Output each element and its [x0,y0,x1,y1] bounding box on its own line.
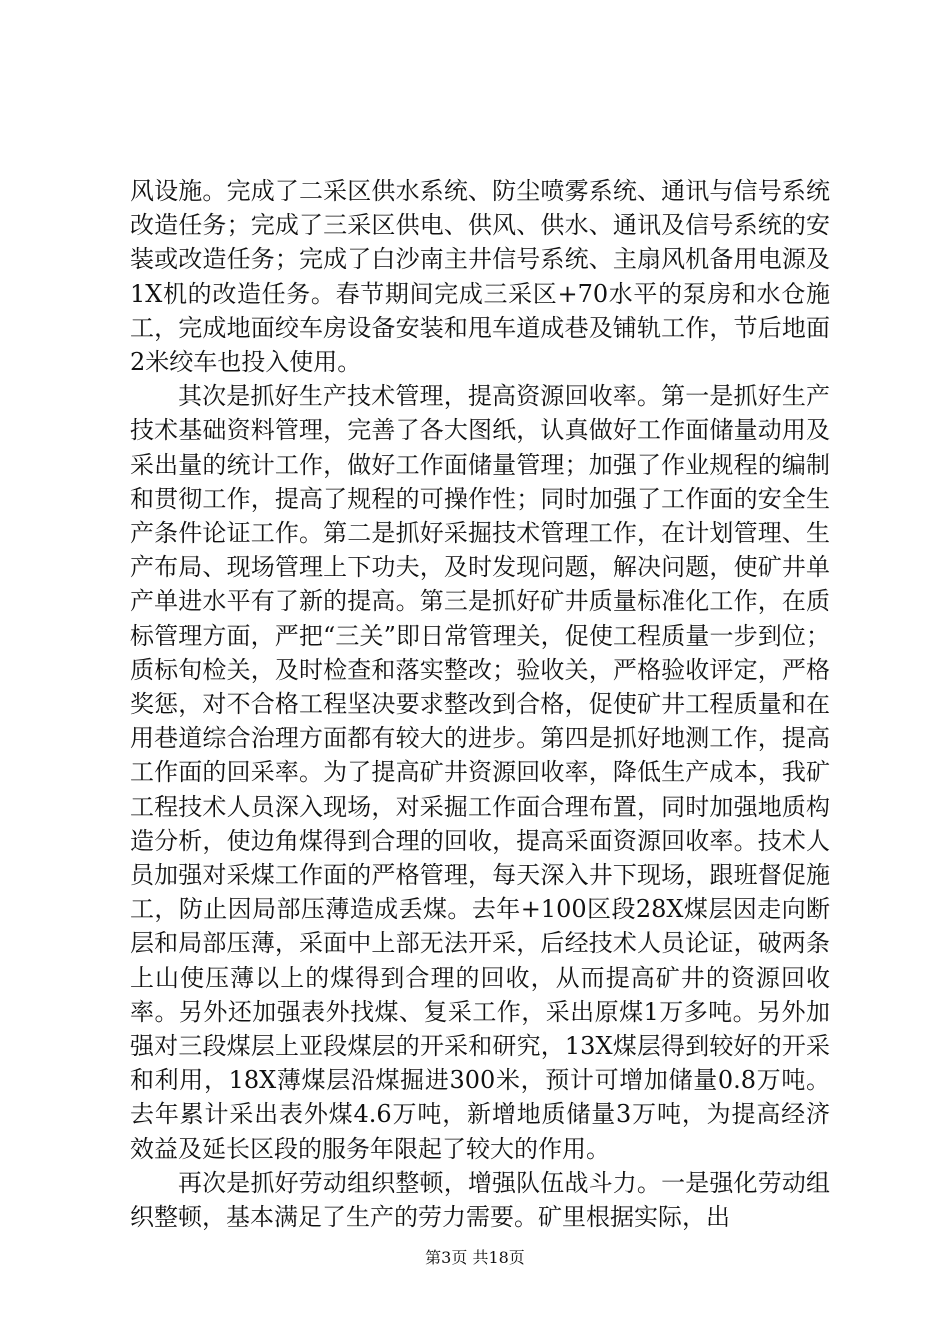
page-number-footer: 第3页 共18页 [425,1248,525,1267]
paragraph-labor-organization: 再次是抓好劳动组织整顿，增强队伍战斗力。一是强化劳动组织整顿，基本满足了生产的劳力需要。矿里根据实际，出 [130,1168,830,1232]
paragraph-technical-management: 其次是抓好生产技术管理，提高资源回收率。第一是抓好生产技术基础资料管理，完善了各大图纸，认真做好工作面储量动用及采出量的统计工作，做好工作面储量管理；加强了作业规程的编制和贯彻工作，提高了规程的可操作性；同时加强了工作面的安全生产条件论证工作。第二是抓好采掘技术管理工作，在计划管理、生产布局、现场管理上下功夫，及时发现问题，解决问题，使矿井单产单进水平有了新的提高。第三是抓好矿井质量标准化工作，在质标管理方面，严把“三关”即日常管理关，促使工程质量一步到位；质标旬检关，及时检查和落实整改；验收关，严格验收评定，严格奖惩，对不合格工程坚决要求整改到合格，促使矿井工程质量和在用巷道综合治理方面都有较大的进步。第四是抓好地测工作，提高工作面的回采率。为了提高矿井资源回收率，降低生产成本，我矿工程技术人员深入现场，对采掘工作面合理布置，同时加强地质构造分析，使边角煤得到合理的回收，提高采面资源回收率。技术人员加强对采煤工作面的严格管理，每天深入井下现场，跟班督促施工，防止因局部压薄造成丢煤。去年+100区段28X煤层因走向断层和局部压薄，采面中上部无法开采，后经技术人员论证，破两条上山使压薄以上的煤得到合理的回收，从而提高矿井的资源回收率。另外还加强表外找煤、复采工作，采出原煤1万多吨。另外加强对三段煤层上亚段煤层的开采和研究，13X煤层得到较好的开采和利用，18X薄煤层沿煤掘进300米，预计可增加储量0.8万吨。去年累计采出表外煤4.6万吨，新增地质储量3万吨，为提高经济效益及延长区段的服务年限起了较大的作用。 [130,382,830,1163]
document-body [130,174,830,1234]
paragraph-continued: 风设施。完成了二采区供水系统、防尘喷雾系统、通讯与信号系统改造任务；完成了三采区供电、供风、供水、通讯及信号系统的安装或改造任务；完成了白沙南主井信号系统、主扇风机备用电源及1X机的改造任务。春节期间完成三采区+70水平的泵房和水仓施工，完成地面绞车房设备安装和甩车道成巷及铺轨工作，节后地面2米绞车也投入使用。 [130,177,830,377]
